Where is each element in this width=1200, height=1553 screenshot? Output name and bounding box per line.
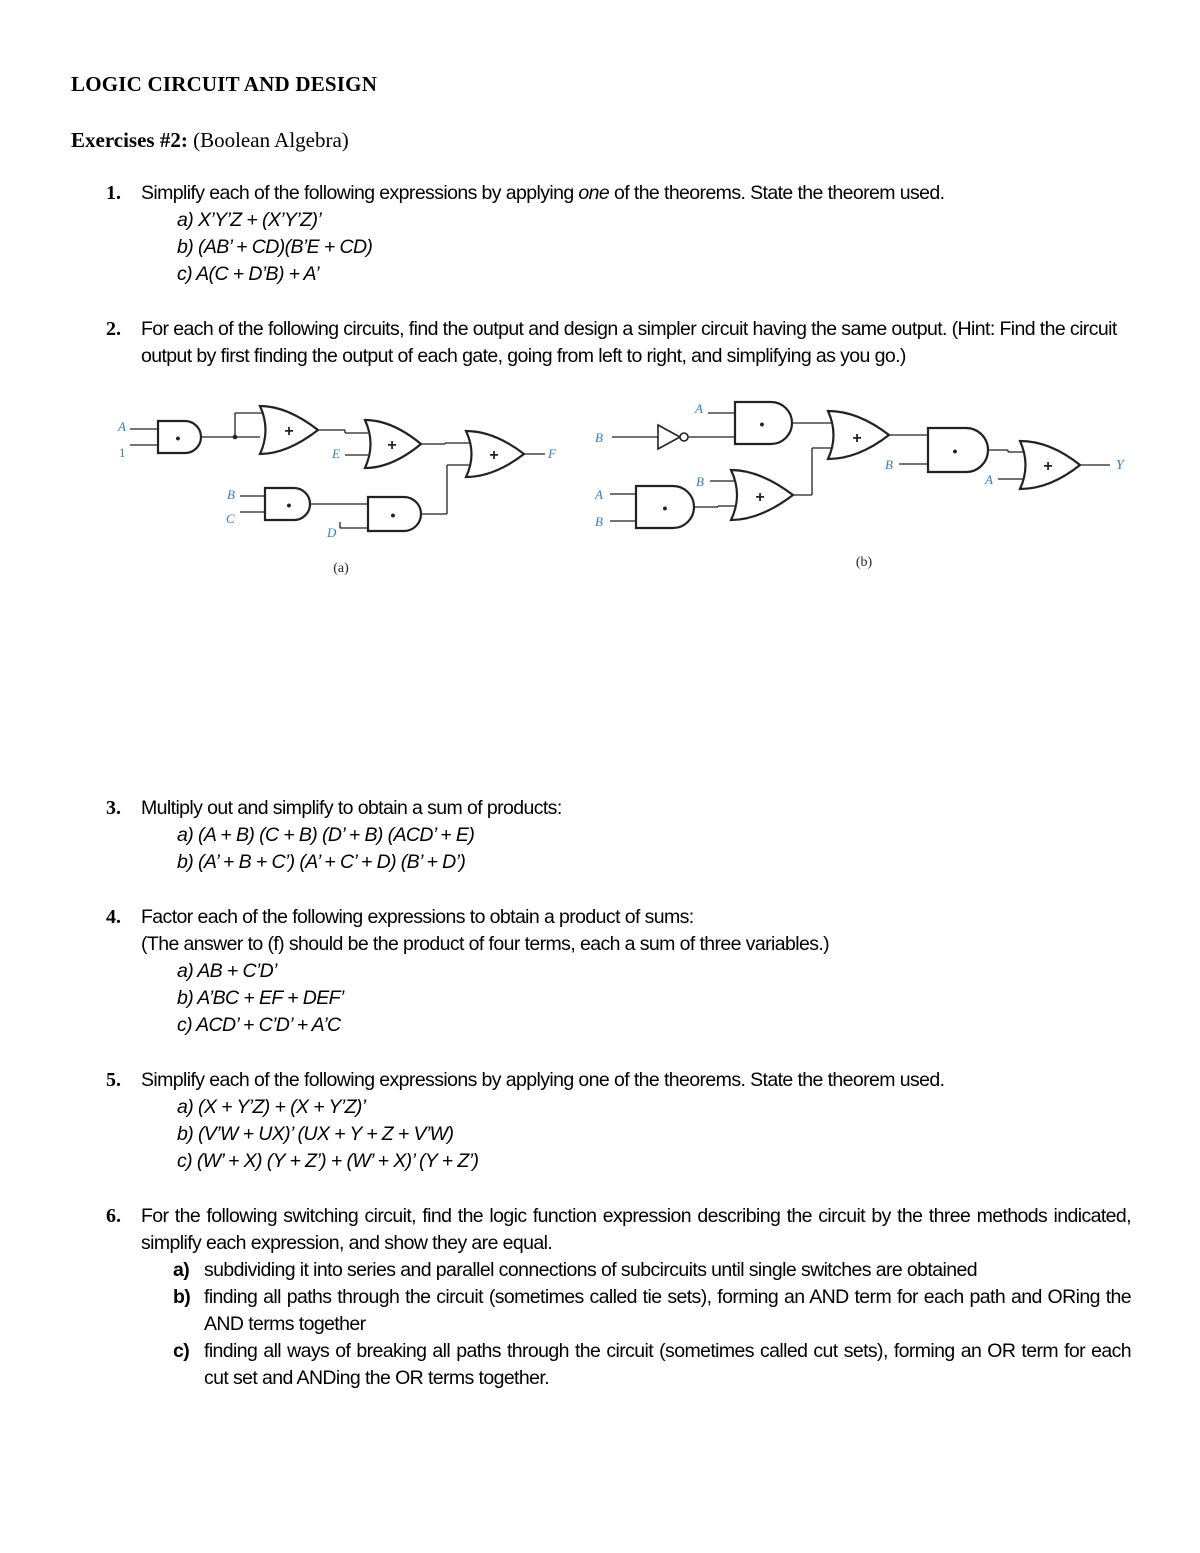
input-label-A-top: A	[695, 401, 703, 416]
svg-text:+: +	[387, 437, 397, 454]
sub-item: c) ACD’ + C’D’ + A’C	[177, 1014, 341, 1036]
document-subtitle	[71, 128, 349, 153]
input-label-A-right: A	[985, 472, 993, 487]
sub-item: b) (A’ + B + C’) (A’ + C’ + D) (B’ + D’)	[177, 851, 466, 873]
sub-item-text: finding all paths through the circuit (sometimes called tie sets), forming an AND term for each path and ORing the AND terms together	[204, 1286, 1131, 1335]
question-1	[106, 180, 1131, 288]
svg-text:+: +	[1043, 458, 1053, 475]
sub-item	[173, 1338, 1131, 1392]
or-gate-2	[260, 406, 318, 454]
svg-text:+: +	[755, 489, 765, 506]
question-5	[106, 1067, 1131, 1175]
question-number: 6.	[106, 1205, 121, 1227]
and-gate-4	[265, 488, 310, 520]
input-label-E: E	[332, 446, 340, 461]
circuit-figure-a	[110, 395, 580, 580]
question-text: Simplify each of the following expressions by applying one of the theorems. State the theorem used.	[141, 1069, 945, 1091]
input-label-B-right: B	[885, 457, 893, 472]
input-label-D: D	[327, 525, 337, 540]
or-gate-3	[365, 420, 421, 468]
not-gate	[658, 425, 688, 449]
output-label-F: F	[548, 446, 556, 461]
and-gate-b3	[636, 486, 694, 528]
question-6	[106, 1203, 1131, 1392]
sub-item-label: b)	[173, 1286, 191, 1308]
document-title: LOGIC CIRCUIT AND DESIGN	[71, 72, 378, 96]
svg-text:•: •	[662, 500, 668, 516]
emphasis: one	[578, 182, 610, 204]
question-note: (The answer to (f) should be the product of four terms, each a sum of three variables.)	[141, 933, 830, 955]
input-label-B-not: B	[595, 430, 603, 445]
sub-item: a) X’Y’Z + (X’Y’Z)’	[177, 209, 322, 231]
question-text: For each of the following circuits, find the output and design a simpler circuit having the same output. (Hint: Find the circuit output by first finding the output of each gate, going from left to right, and simplifying as you go.)	[141, 318, 1117, 367]
question-number: 5.	[106, 1069, 121, 1091]
sub-item: c) A(C + D’B) + A’	[177, 263, 319, 285]
question-4	[106, 904, 1131, 1039]
or-gate-6	[466, 431, 524, 477]
or-gate-b2	[828, 411, 889, 459]
sub-item: a) AB + C’D’	[177, 960, 277, 982]
input-label-A: A	[118, 419, 126, 434]
question-3	[106, 795, 1131, 876]
subtitle-rest: (Boolean Algebra)	[187, 128, 349, 152]
input-label-1: 1	[119, 445, 126, 460]
input-label-B-mid: B	[696, 474, 704, 489]
sub-item	[173, 1284, 1131, 1338]
output-label-Y: Y	[1116, 458, 1124, 473]
sub-item-text: subdividing it into series and parallel connections of subcircuits until single switches are obtained	[204, 1259, 977, 1281]
circuit-figure-b	[588, 395, 1138, 575]
input-label-B-low: B	[595, 514, 603, 529]
svg-text:+: +	[489, 447, 499, 464]
question-text: Factor each of the following expressions to obtain a product of sums:	[141, 906, 694, 928]
and-gate-5	[368, 497, 421, 531]
sub-item-label: a)	[173, 1259, 190, 1281]
sub-item: a) (X + Y’Z) + (X + Y’Z)’	[177, 1096, 366, 1118]
question-number: 4.	[106, 906, 121, 928]
or-gate-b6	[1020, 441, 1080, 489]
question-text: Multiply out and simplify to obtain a sum of products:	[141, 797, 562, 819]
figure-caption-a: (a)	[333, 561, 349, 576]
svg-text:•: •	[286, 497, 292, 513]
question-number: 1.	[106, 182, 121, 204]
question-text: For the following switching circuit, find the logic function expression describing the circuit by the three methods indicated, simplify each expression, and show they are equal.	[141, 1205, 1131, 1254]
and-gate-b1	[735, 402, 792, 444]
figure-caption-b: (b)	[855, 555, 873, 570]
sub-item: b) A’BC + EF + DEF’	[177, 987, 344, 1009]
sub-item	[173, 1257, 1131, 1284]
input-label-C: C	[226, 511, 235, 526]
svg-text:•: •	[952, 443, 958, 459]
sub-item: b) (AB’ + CD)(B’E + CD)	[177, 236, 373, 258]
svg-text:+: +	[852, 430, 862, 447]
sub-item: c) (W’ + X) (Y + Z’) + (W’ + X)’ (Y + Z’)	[177, 1150, 479, 1172]
sub-item-text: finding all ways of breaking all paths through the circuit (sometimes called cut sets), forming an OR term for each cut set and ANDing the OR terms together.	[204, 1340, 1131, 1389]
and-gate-b5	[928, 428, 988, 472]
input-label-B: B	[227, 487, 235, 502]
question-2	[106, 316, 1131, 370]
question-number: 2.	[106, 318, 121, 340]
svg-text:•: •	[390, 507, 396, 523]
sub-item: a) (A + B) (C + B) (D’ + B) (ACD’ + E)	[177, 824, 475, 846]
svg-text:•: •	[759, 416, 765, 432]
subtitle-bold: Exercises #2:	[71, 128, 188, 152]
input-label-A-low: A	[595, 487, 603, 502]
and-gate-1	[158, 421, 201, 453]
or-gate-b4	[731, 470, 793, 520]
question-number: 3.	[106, 797, 121, 819]
question-text: Simplify each of the following expressions by applying one of the theorems. State the theorem used.	[141, 182, 945, 204]
svg-text:•: •	[175, 430, 181, 446]
sub-item: b) (V’W + UX)’ (UX + Y + Z + V’W)	[177, 1123, 454, 1145]
sub-item-label: c)	[173, 1340, 190, 1362]
svg-text:+: +	[284, 423, 294, 440]
